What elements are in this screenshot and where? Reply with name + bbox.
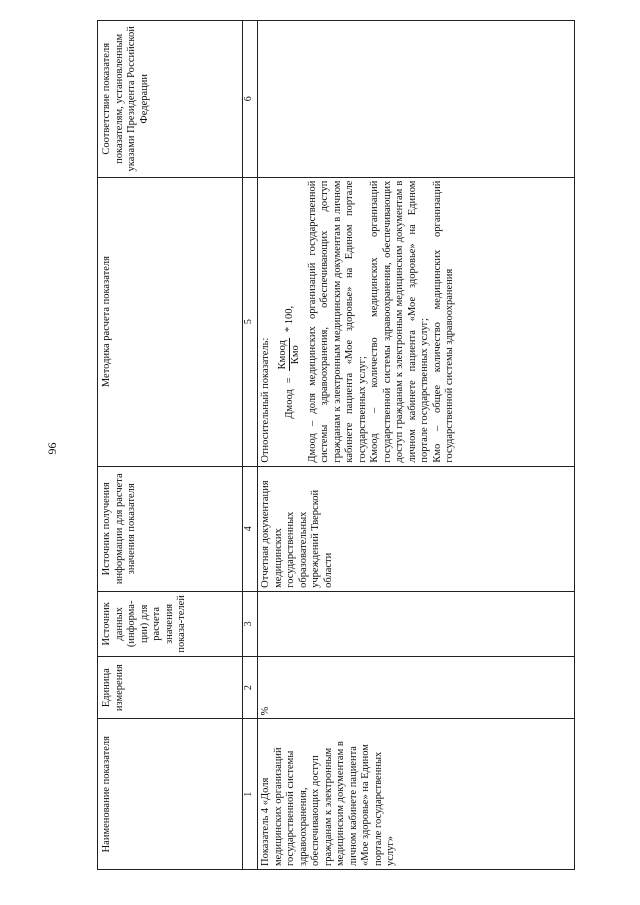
formula-equals: = — [283, 377, 295, 384]
info-source-cell: Отчетная документация медицинских государственных образовательных учреждений Тверской области — [258, 466, 575, 591]
data-source-cell — [258, 591, 575, 656]
method-description-2: Кмоод – количество медицинских организаций государственной системы здравоохранения, обеспечивающих доступ гражданам к электронным медицинским документам в личном кабинете пациента «Мое здоровье» на Едином портале государственных услуг; — [369, 180, 431, 463]
column-number: 4 — [243, 466, 258, 591]
header-info-source: Источник получения информации для расчета значения показателя — [98, 466, 243, 591]
header-method: Методика расчета показателя — [98, 177, 243, 466]
column-number: 6 — [243, 21, 258, 178]
method-description-3: Кмо – общее количество медицинских организаций государственной системы здравоохранения — [431, 180, 456, 463]
header-indicator-name: Наименование показателя — [98, 719, 243, 870]
method-cell — [258, 177, 575, 466]
method-intro: Относительный показатель: — [260, 337, 272, 463]
formula-lhs: Дмоод — [283, 389, 295, 419]
formula — [277, 181, 303, 419]
rotated-table-container — [97, 20, 575, 870]
header-compliance: Соответствие показателя показателям, установленным указами Президента Российской Федерации — [98, 21, 243, 178]
header-unit: Единица измерения — [98, 656, 243, 719]
formula-multiplier: * 100, — [283, 305, 295, 333]
table-row — [258, 21, 575, 870]
header-data-source: Источник данных (информа-ции) для расчета значения показа-телей — [98, 591, 243, 656]
formula-denominator: Кмо — [290, 345, 302, 365]
method-description-1: Дмоод – доля медицинских организаций государственной системы здравоохранения, обеспечивающих доступ гражданам к электронным медицинским документам в личном кабинете пациента «Мое здоровье» на Едином портале государственных услуг; — [306, 180, 368, 463]
page-number: 96 — [45, 442, 60, 455]
column-number: 3 — [243, 591, 258, 656]
column-number-row — [243, 21, 258, 870]
indicator-table — [97, 20, 575, 870]
formula-numerator: Кмоод — [277, 338, 291, 371]
column-number: 5 — [243, 177, 258, 466]
header-row — [98, 21, 243, 870]
column-number: 1 — [243, 719, 258, 870]
unit-cell: % — [258, 656, 575, 719]
formula-fraction — [277, 338, 303, 371]
column-number: 2 — [243, 656, 258, 719]
indicator-name-cell: Показатель 4 «Доля медицинских организаций государственной системы здравоохранения, обеспечивающих доступ гражданам к электронным медицинским документам в личном кабинете пациента «Мое здоровье» на Едином портале государственных услуг» — [258, 719, 575, 870]
compliance-cell — [258, 21, 575, 178]
